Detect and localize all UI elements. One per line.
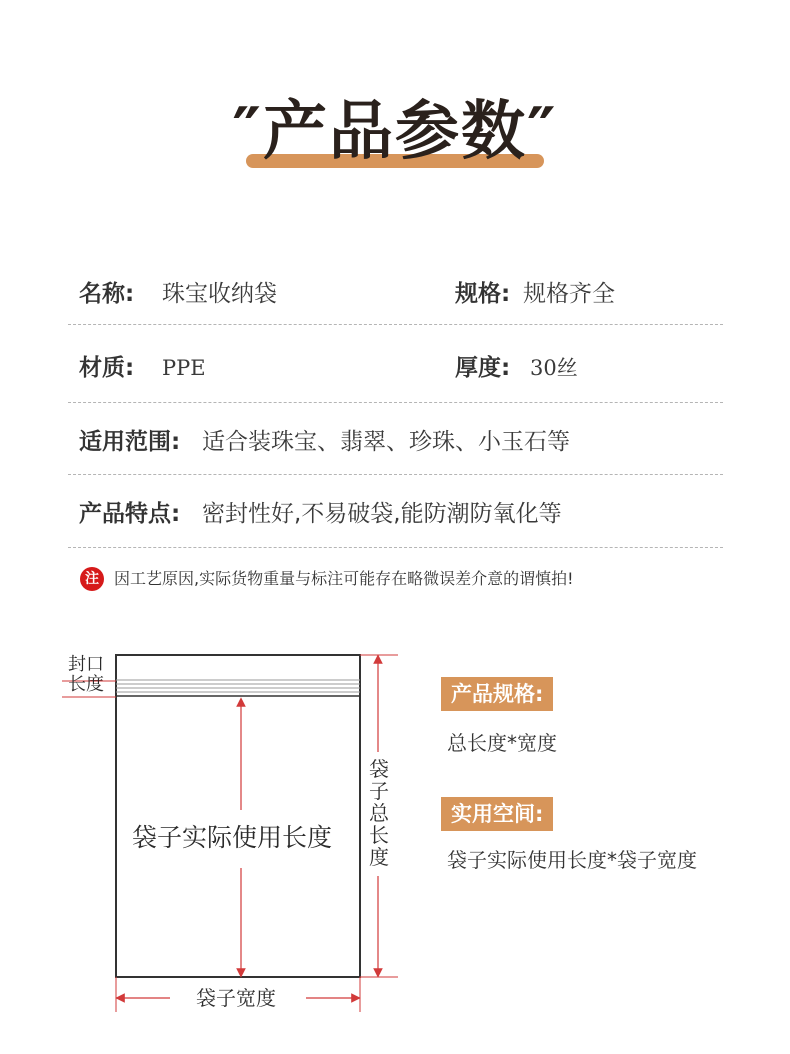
feature-label: 产品特点: <box>79 501 181 527</box>
material-label: 材质: <box>79 355 135 381</box>
material-value: PPE <box>162 356 206 380</box>
param-row-name <box>0 277 790 317</box>
divider <box>68 547 723 548</box>
spec-value: 规格齐全 <box>523 281 615 307</box>
param-row-material <box>0 351 790 391</box>
note-badge: 注 <box>80 567 104 591</box>
spec-label: 规格: <box>455 281 511 307</box>
divider <box>68 324 723 325</box>
title-block <box>0 92 790 182</box>
seal-label-line2: 长度 <box>68 674 104 695</box>
thickness-label: 厚度: <box>455 355 511 381</box>
usable-tag: 实用空间: <box>441 797 553 831</box>
note-text: 因工艺原因,实际货物重量与标注可能存在略微误差介意的谓慎拍! <box>114 569 574 588</box>
usable-desc: 袋子实际使用长度*袋子宽度 <box>447 848 697 872</box>
thickness-value: 30丝 <box>530 356 578 380</box>
seal-label-line1: 封口 <box>68 654 104 675</box>
divider <box>68 474 723 475</box>
spec-desc: 总长度*宽度 <box>447 731 557 755</box>
divider <box>68 402 723 403</box>
usage-value: 适合装珠宝、翡翠、珍珠、小玉石等 <box>202 429 570 455</box>
name-value: 珠宝收纳袋 <box>162 281 277 307</box>
page-title: ″产品参数″ <box>232 95 558 169</box>
feature-value: 密封性好,不易破袋,能防潮防氧化等 <box>202 501 562 527</box>
bag-size-diagram <box>0 640 420 1040</box>
param-row-feature <box>0 497 790 537</box>
name-label: 名称: <box>79 281 135 307</box>
usage-label: 适用范围: <box>79 429 181 455</box>
spec-tag: 产品规格: <box>441 677 553 711</box>
total-length-label: 袋子总长度 <box>369 757 389 869</box>
param-row-usage <box>0 425 790 465</box>
width-label: 袋子宽度 <box>196 986 276 1010</box>
inner-length-label: 袋子实际使用长度 <box>132 823 333 852</box>
